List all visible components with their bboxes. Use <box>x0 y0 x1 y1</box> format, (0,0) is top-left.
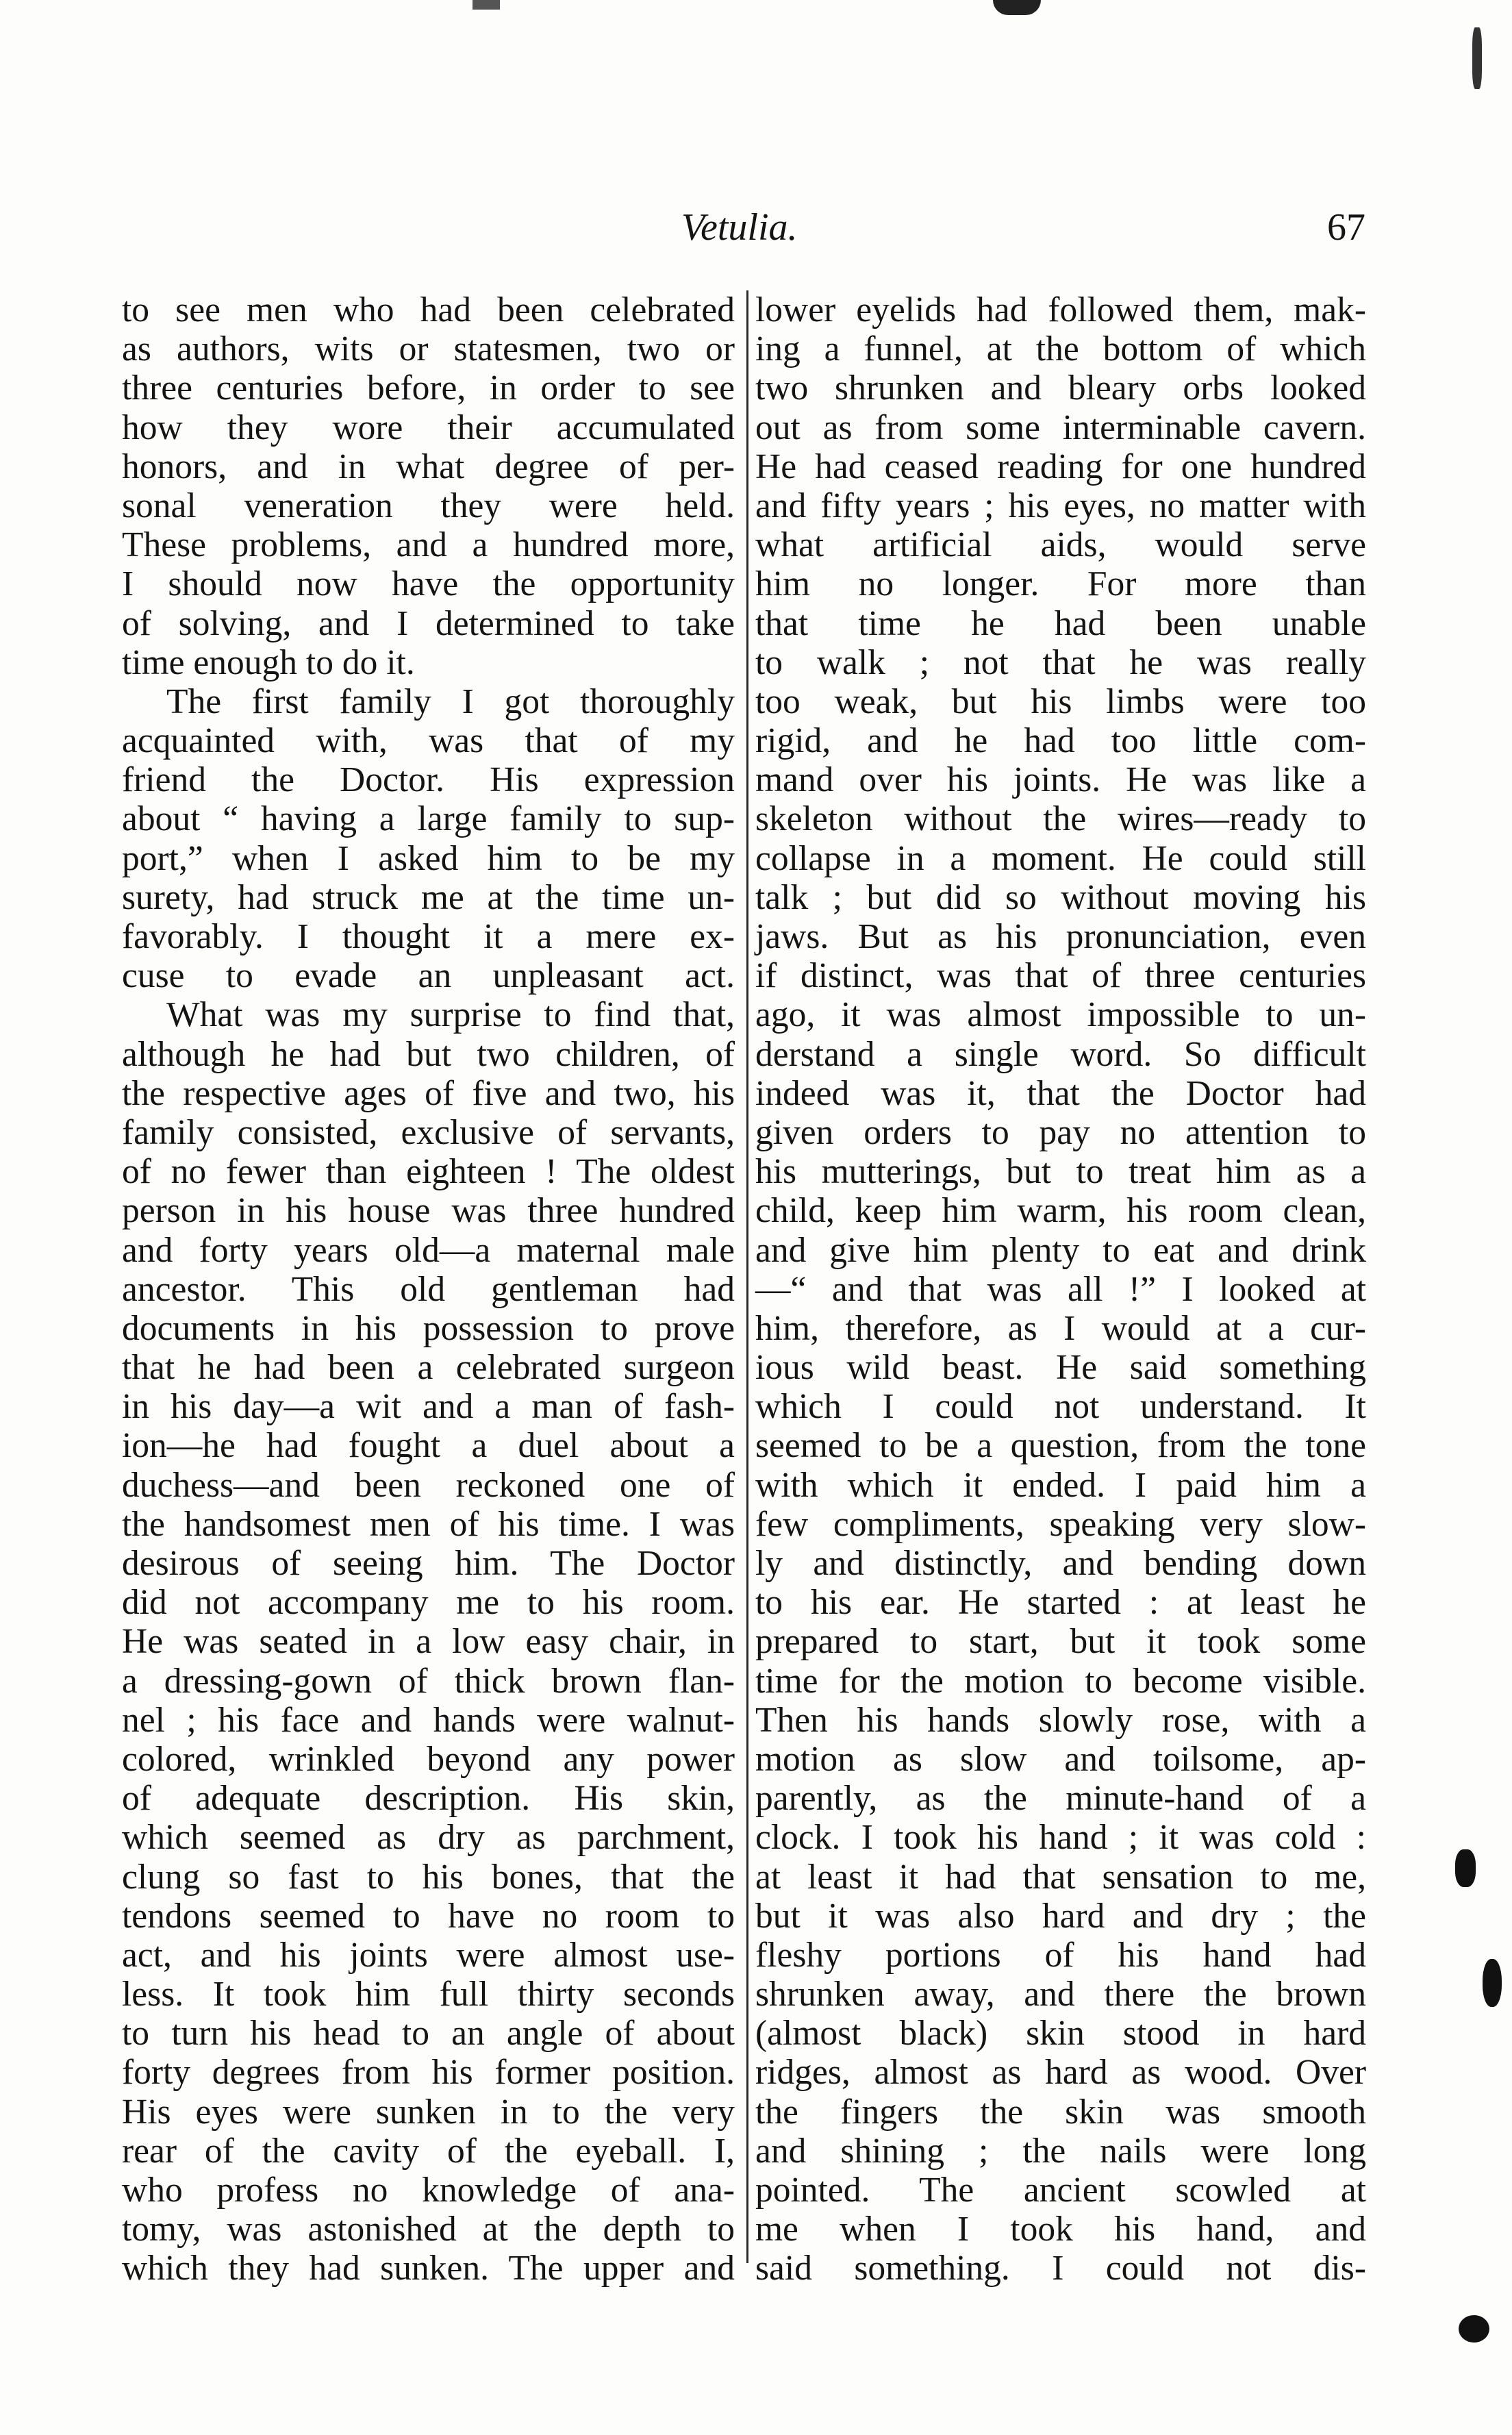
text-line: me when I took his hand, and <box>755 2210 1366 2249</box>
text-line: parently, as the minute-hand of a <box>755 1779 1366 1819</box>
text-line: in his day—a wit and a man of fash- <box>122 1387 735 1427</box>
text-line: surety, had struck me at the time un- <box>122 877 735 917</box>
left-column <box>122 290 735 2288</box>
text-line: ing a funnel, at the bottom of which <box>755 329 1366 369</box>
text-line: forty degrees from his former position. <box>122 2053 735 2093</box>
text-line: person in his house was three hundred <box>122 1191 735 1231</box>
ink-speck <box>1483 1959 1502 2007</box>
text-line: collapse in a moment. He could still <box>755 838 1366 878</box>
text-line: clung so fast to his bones, that the <box>122 1857 735 1897</box>
text-line: him no longer. For more than <box>755 564 1366 604</box>
text-line: the respective ages of five and two, his <box>122 1073 735 1113</box>
text-line: the fingers the skin was smooth <box>755 2092 1366 2132</box>
text-line: about “ having a large family to sup- <box>122 799 735 839</box>
text-line: which seemed as dry as parchment, <box>122 1818 735 1858</box>
text-line: These problems, and a hundred more, <box>122 525 735 565</box>
text-line: out as from some interminable cavern. <box>755 408 1366 447</box>
text-line: which they had sunken. The upper and <box>122 2249 735 2288</box>
text-line: indeed was it, that the Doctor had <box>755 1073 1366 1113</box>
text-line: I should now have the opportunity <box>122 564 735 604</box>
text-line: as authors, wits or statesmen, two or <box>122 329 735 369</box>
text-line: jaws. But as his pronunciation, even <box>755 917 1366 956</box>
text-line: child, keep him warm, his room clean, <box>755 1191 1366 1231</box>
text-line: tomy, was astonished at the depth to <box>122 2210 735 2249</box>
text-line: What was my surprise to find that, <box>166 995 735 1035</box>
right-column <box>755 290 1366 2288</box>
text-line: ion—he had fought a duel about a <box>122 1426 735 1466</box>
text-line: to walk ; not that he was really <box>755 642 1366 682</box>
text-line: colored, wrinkled beyond any power <box>122 1739 735 1779</box>
text-line: ly and distinctly, and bending down <box>755 1544 1366 1583</box>
text-line: talk ; but did so without moving his <box>755 877 1366 917</box>
text-line: and forty years old—a maternal male <box>122 1230 735 1270</box>
text-line: —“ and that was all !” I looked at <box>755 1269 1366 1309</box>
text-line: duchess—and been reckoned one of <box>122 1465 735 1505</box>
text-line: nel ; his face and hands were walnut- <box>122 1700 735 1740</box>
text-line: documents in his possession to prove <box>122 1308 735 1348</box>
text-line: but it was also hard and dry ; the <box>755 1896 1366 1936</box>
text-line: which I could not understand. It <box>755 1387 1366 1427</box>
text-line: seemed to be a question, from the tone <box>755 1426 1366 1466</box>
ink-speck <box>1455 1849 1476 1887</box>
column-rule <box>746 290 748 2263</box>
text-line: act, and his joints were almost use- <box>122 1935 735 1975</box>
page-number: 67 <box>1327 206 1365 249</box>
text-line: a dressing-gown of thick brown flan- <box>122 1661 735 1701</box>
text-line: prepared to start, but it took some <box>755 1622 1366 1662</box>
text-line: (almost black) skin stood in hard <box>755 2014 1366 2053</box>
text-line: given orders to pay no attention to <box>755 1112 1366 1152</box>
text-line: acquainted with, was that of my <box>122 721 735 761</box>
text-line: rigid, and he had too little com- <box>755 721 1366 761</box>
text-line: The first family I got thoroughly <box>166 682 735 721</box>
text-line: him, therefore, as I would at a cur- <box>755 1308 1366 1348</box>
text-line: did not accompany me to his room. <box>122 1583 735 1623</box>
text-line: to his ear. He started : at least he <box>755 1583 1366 1623</box>
text-line: three centuries before, in order to see <box>122 369 735 408</box>
text-line: of no fewer than eighteen ! The oldest <box>122 1152 735 1192</box>
text-line: what artificial aids, would serve <box>755 525 1366 565</box>
text-line: too weak, but his limbs were too <box>755 682 1366 721</box>
text-line: His eyes were sunken in to the very <box>122 2092 735 2132</box>
text-line: cuse to evade an unpleasant act. <box>122 956 735 996</box>
text-line: of adequate description. His skin, <box>122 1779 735 1819</box>
text-line: if distinct, was that of three centuries <box>755 956 1366 996</box>
text-line: and give him plenty to eat and drink <box>755 1230 1366 1270</box>
text-line: He had ceased reading for one hundred <box>755 447 1366 486</box>
text-line: time enough to do it. <box>122 642 415 682</box>
text-line: to turn his head to an angle of about <box>122 2014 735 2053</box>
text-line: time for the motion to become visible. <box>755 1661 1366 1701</box>
running-title: Vetulia. <box>681 206 798 249</box>
text-line: few compliments, speaking very slow- <box>755 1504 1366 1544</box>
text-line: ancestor. This old gentleman had <box>122 1269 735 1309</box>
text-line: favorably. I thought it a mere ex- <box>122 917 735 956</box>
text-line: although he had but two children, of <box>122 1034 735 1074</box>
text-line: his mutterings, but to treat him as a <box>755 1152 1366 1192</box>
text-line: Then his hands slowly rose, with a <box>755 1700 1366 1740</box>
text-line: with which it ended. I paid him a <box>755 1465 1366 1505</box>
text-line: He was seated in a low easy chair, in <box>122 1622 735 1662</box>
page-edge-mark <box>473 0 500 10</box>
text-line: shrunken away, and there the brown <box>755 1975 1366 2014</box>
text-line: motion as slow and toilsome, ap- <box>755 1739 1366 1779</box>
text-line: tendons seemed to have no room to <box>122 1896 735 1936</box>
text-line: how they wore their accumulated <box>122 408 735 447</box>
ink-speck <box>1472 27 1482 89</box>
text-line: family consisted, exclusive of servants, <box>122 1112 735 1152</box>
page-edge-mark <box>993 0 1041 15</box>
ink-speck <box>1459 2315 1489 2343</box>
text-line: less. It took him full thirty seconds <box>122 1975 735 2014</box>
text-line: honors, and in what degree of per- <box>122 447 735 486</box>
text-line: fleshy portions of his hand had <box>755 1935 1366 1975</box>
text-line: ago, it was almost impossible to un- <box>755 995 1366 1035</box>
text-line: skeleton without the wires—ready to <box>755 799 1366 839</box>
text-line: said something. I could not dis- <box>755 2249 1366 2288</box>
text-line: at least it had that sensation to me, <box>755 1857 1366 1897</box>
text-line: and shining ; the nails were long <box>755 2131 1366 2171</box>
text-line: ridges, almost as hard as wood. Over <box>755 2053 1366 2093</box>
text-line: of solving, and I determined to take <box>122 603 735 643</box>
text-line: friend the Doctor. His expression <box>122 760 735 800</box>
text-line: to see men who had been celebrated <box>122 290 735 329</box>
text-line: that time he had been unable <box>755 603 1366 643</box>
text-line: sonal veneration they were held. <box>122 486 735 525</box>
text-line: and fifty years ; his eyes, no matter with <box>755 486 1366 525</box>
running-head <box>0 205 1512 260</box>
text-line: mand over his joints. He was like a <box>755 760 1366 800</box>
text-line: lower eyelids had followed them, mak- <box>755 290 1366 329</box>
text-line: derstand a single word. So difficult <box>755 1034 1366 1074</box>
text-line: clock. I took his hand ; it was cold : <box>755 1818 1366 1858</box>
text-line: desirous of seeing him. The Doctor <box>122 1544 735 1583</box>
text-line: two shrunken and bleary orbs looked <box>755 369 1366 408</box>
text-line: that he had been a celebrated surgeon <box>122 1348 735 1388</box>
text-line: pointed. The ancient scowled at <box>755 2171 1366 2210</box>
text-line: port,” when I asked him to be my <box>122 838 735 878</box>
text-line: ious wild beast. He said something <box>755 1348 1366 1388</box>
text-line: who profess no knowledge of ana- <box>122 2171 735 2210</box>
text-line: rear of the cavity of the eyeball. I, <box>122 2131 735 2171</box>
text-line: the handsomest men of his time. I was <box>122 1504 735 1544</box>
